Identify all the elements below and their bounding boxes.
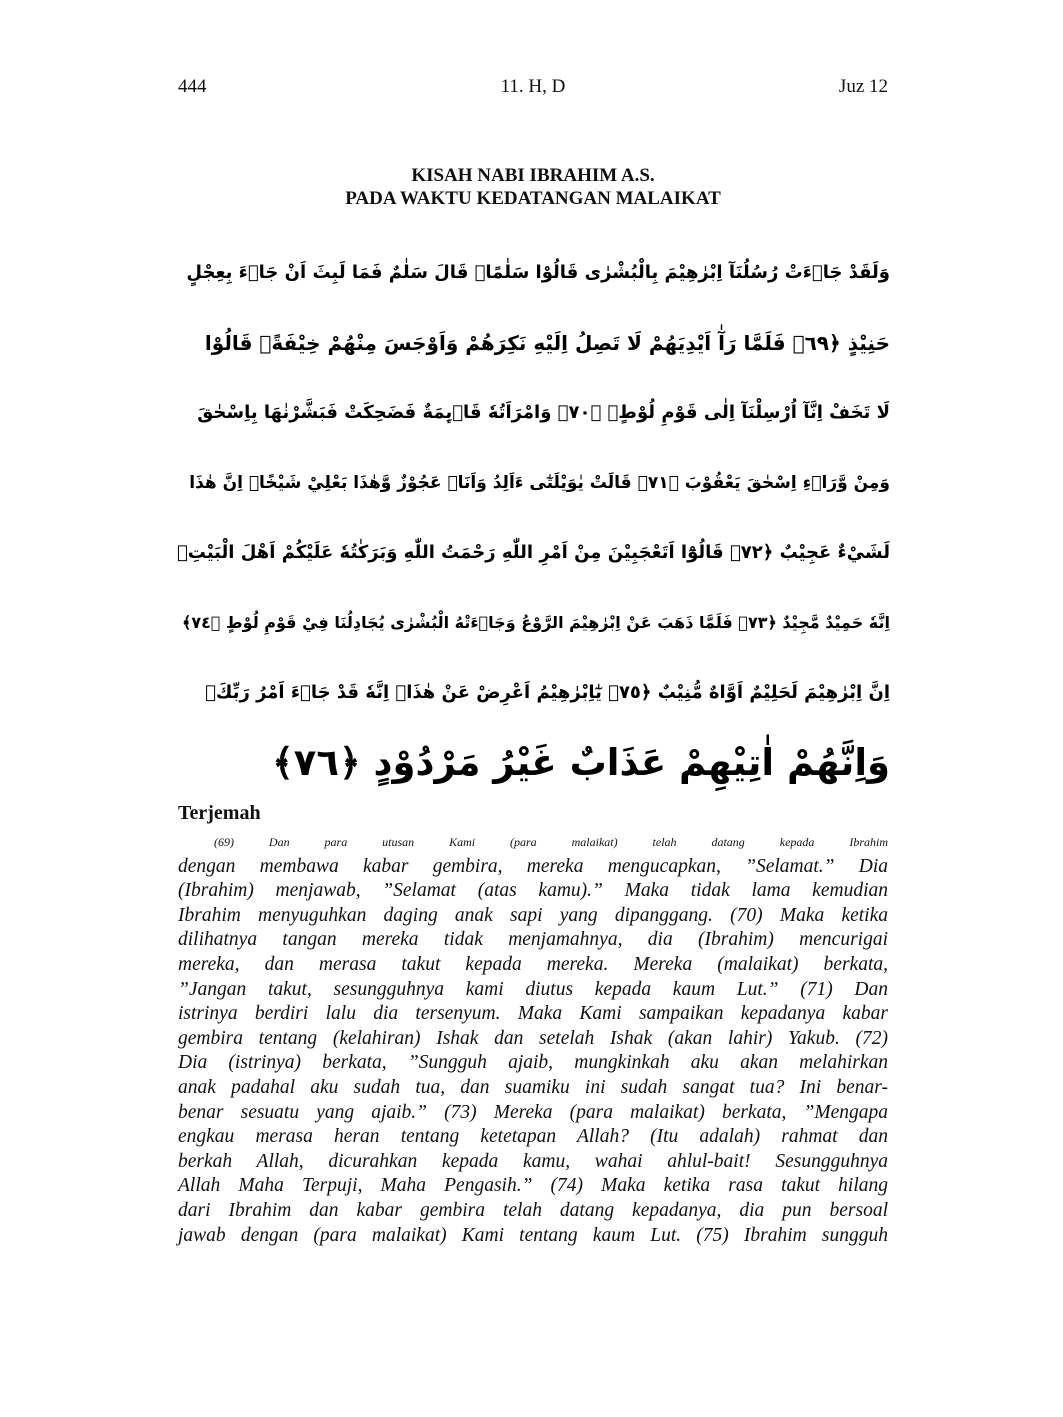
section-title-line-1: KISAH NABI IBRAHIM A.S.: [411, 165, 655, 186]
translation-heading: Terjemah: [178, 802, 261, 824]
arabic-line: وَلَقَدْ جَاۤءَتْ رُسُلُنَآ اِبْرٰهِيْمَ بِالْبُشْرٰى قَالُوْا سَلٰمًاۗ قَالَ سَلٰمٌ فَمَا لَبِثَ اَنْ جَاۤءَ بِعِجْلٍ: [186, 262, 890, 283]
translation-line: dari Ibrahim dan kabar gembira telah datang kepadanya, dia pun bersoal: [178, 1199, 888, 1221]
translation-line: dengan membawa kabar gembira, mereka mengucapkan, ”Selamat.” Dia: [178, 855, 888, 877]
translation-line: anak padahal aku sudah tua, dan suamiku ini sudah sangat tua? Ini benar-: [178, 1076, 888, 1098]
translation-line: Allah Maha Terpuji, Maha Pengasih.” (74) Maka ketika rasa takut hilang: [178, 1175, 888, 1197]
arabic-verses: [174, 238, 890, 798]
translation-line: berkah Allah, dicurahkan kepada kamu, wahai ahlul-bait! Sesungguhnya: [178, 1150, 888, 1172]
translation-line: gembira tentang (kelahiran) Ishak dan setelah Ishak (akan lahir) Yakub. (72): [178, 1027, 888, 1049]
translation-line: dilihatnya tangan mereka tidak menjamahnya, dia (Ibrahim) mencurigai: [178, 929, 888, 951]
translation-text: [178, 830, 888, 1248]
arabic-line: حَنِيْذٍ ﴿٦٩﴾ فَلَمَّا رَآٰ اَيْدِيَهُمْ لَا تَصِلُ اِلَيْهِ نَكِرَهُمْ وَاَوْجَسَ مِنْهُمْ خِيْفَةًۗ قَالُوْا: [204, 331, 890, 355]
surah-name: 11. H, D: [500, 76, 566, 97]
translation-line: ”Jangan takut, sesungguhnya kami diutus kepada kaum Lut.” (71) Dan: [178, 978, 888, 1000]
translation-line: Dia (istrinya) berkata, ”Sungguh ajaib, mungkinkah aku akan melahirkan: [178, 1052, 888, 1074]
page-number: 444: [178, 76, 207, 97]
section-title-line-2: PADA WAKTU KEDATANGAN MALAIKAT: [345, 188, 721, 209]
arabic-line: اِنَّهٗ حَمِيْدٌ مَّجِيْدٌ ﴿٧٣﴾ فَلَمَّا ذَهَبَ عَنْ اِبْرٰهِيْمَ الرَّوْعُ وَجَاۤءَتْهُ الْبُشْرٰى يُجَادِلُنَا فِيْ قَوْمِ لُوْطٍ ﴿٧٤﴾: [181, 613, 890, 632]
section-title: [178, 164, 888, 210]
translation-line: benar sesuatu yang ajaib.” (73) Mereka (para malaikat) berkata, ”Mengapa: [178, 1101, 888, 1123]
translation-line: (69) Dan para utusan Kami (para malaikat) telah datang kepada Ibrahim: [214, 835, 888, 849]
translation-line: istrinya berdiri lalu dia tersenyum. Maka Kami sampaikan kepadanya kabar: [178, 1003, 888, 1025]
translation-line: Ibrahim menyuguhkan daging anak sapi yang dipanggang. (70) Maka ketika: [178, 904, 888, 926]
arabic-line: وَاِنَّهُمْ اٰتِيْهِمْ عَذَابٌ غَيْرُ مَرْدُوْدٍ ﴿٧٦﴾: [272, 741, 890, 784]
juz-label: Juz 12: [838, 76, 888, 97]
translation-line: (Ibrahim) menjawab, ”Selamat (atas kamu).” Maka tidak lama kemudian: [178, 880, 888, 902]
translation-line: engkau merasa heran tentang ketetapan Allah? (Itu adalah) rahmat dan: [178, 1126, 888, 1148]
arabic-line: وَمِنْ وَّرَاۤءِ اِسْحٰقَ يَعْقُوْبَ ﴿٧١﴾ قَالَتْ يٰوَيْلَتٰٓى ءَاَلِدُ وَاَنَا۠ عَجُوْزٌ وَّهٰذَا بَعْلِيْ شَيْخًاۗ اِنَّ هٰذَا: [189, 473, 890, 493]
translation-line: mereka, dan merasa takut kepada mereka. Mereka (malaikat) berkata,: [178, 953, 888, 975]
arabic-line: لَشَيْءٌ عَجِيْبٌ ﴿٧٢﴾ قَالُوْٓا اَتَعْجَبِيْنَ مِنْ اَمْرِ اللّٰهِ رَحْمَتُ اللّٰهِ وَبَرَكٰتُهٗ عَلَيْكُمْ اَهْلَ الْبَيْتِۗ: [176, 542, 890, 563]
translation-line: jawab dengan (para malaikat) Kami tentang kaum Lut. (75) Ibrahim sungguh: [178, 1224, 888, 1246]
arabic-line: اِنَّ اِبْرٰهِيْمَ لَحَلِيْمٌ اَوَّاهٌ مُّنِيْبٌ ﴿٧٥﴾ يٰٓاِبْرٰهِيْمُ اَعْرِضْ عَنْ هٰذَاۚ اِنَّهٗ قَدْ جَاۤءَ اَمْرُ رَبِّكَۚ: [205, 682, 890, 703]
page-header: [178, 76, 888, 102]
arabic-line: لَا تَخَفْ اِنَّآ اُرْسِلْنَآ اِلٰى قَوْمِ لُوْطٍۗ ﴿٧٠﴾ وَامْرَاَتُهٗ قَاۤىِٕمَةٌ فَضَحِكَتْ فَبَشَّرْنٰهَا بِاِسْحٰقَ: [197, 402, 890, 423]
